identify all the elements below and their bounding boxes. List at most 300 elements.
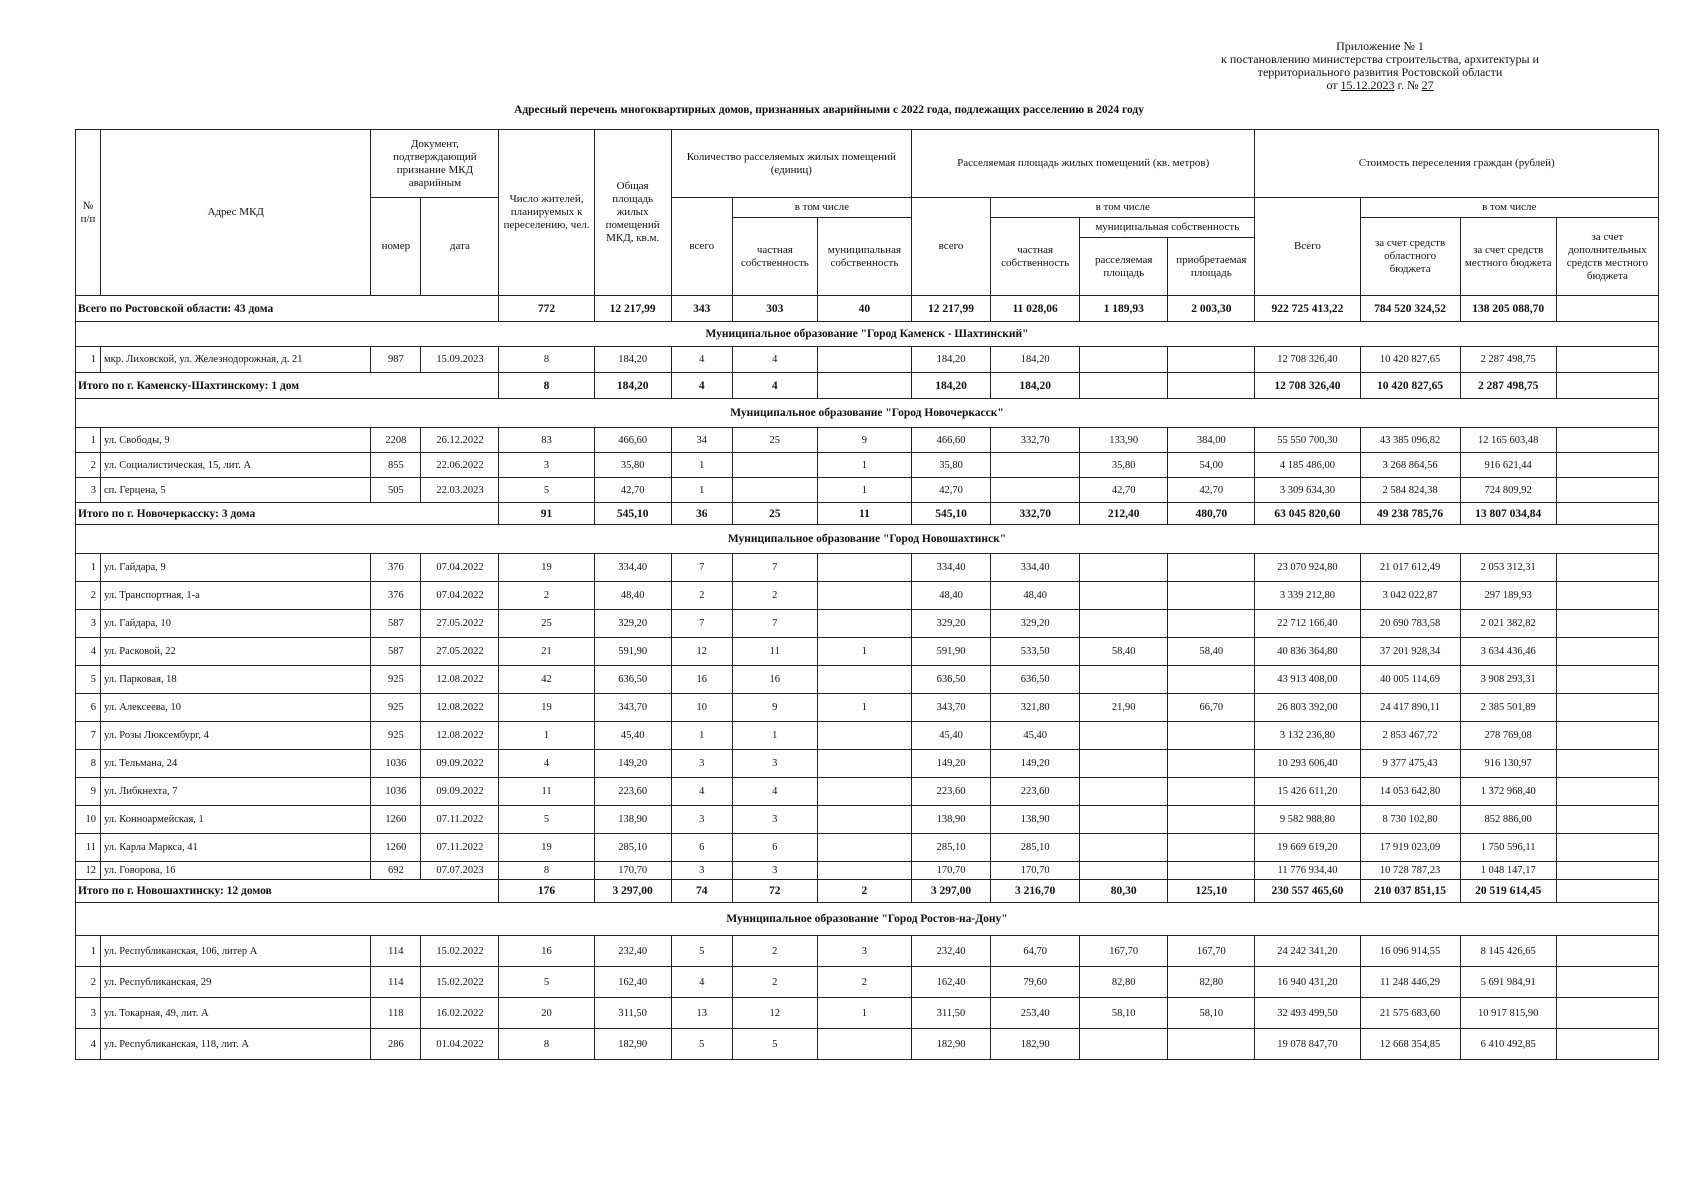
row-area-resettled bbox=[1080, 750, 1168, 778]
row-area-private: 170,70 bbox=[991, 862, 1080, 880]
row-units-total: 2 bbox=[671, 582, 732, 610]
row-units-private: 6 bbox=[732, 834, 817, 862]
row-address: ул. Расковой, 22 bbox=[101, 638, 371, 666]
row-number: 1 bbox=[76, 347, 101, 373]
section-title: Муниципальное образование "Город Ростов-на-Дону" bbox=[76, 903, 1659, 936]
header-area-private: частная собственность bbox=[991, 218, 1080, 296]
row-cost-local: 278 769,08 bbox=[1460, 722, 1556, 750]
row-units-municipal: 1 bbox=[817, 453, 911, 478]
section-title: Муниципальное образование "Город Каменск - Шахтинский" bbox=[76, 322, 1659, 347]
row-residents: 3 bbox=[499, 453, 594, 478]
row-area-resettled: 42,70 bbox=[1080, 478, 1168, 503]
row-doc-number: 925 bbox=[371, 722, 421, 750]
row-area-total: 636,50 bbox=[911, 666, 990, 694]
row-units-municipal: 1 bbox=[817, 478, 911, 503]
row-residents: 25 bbox=[499, 610, 594, 638]
row-address: ул. Парковая, 18 bbox=[101, 666, 371, 694]
row-area-resettled bbox=[1080, 554, 1168, 582]
total-label: Итого по г. Каменску-Шахтинскому: 1 дом bbox=[76, 373, 499, 399]
row-total-area: 138,90 bbox=[594, 806, 671, 834]
row-residents: 8 bbox=[499, 347, 594, 373]
row-cost-total: 9 582 988,80 bbox=[1255, 806, 1360, 834]
row-residents: 19 bbox=[499, 834, 594, 862]
row-area-resettled bbox=[1080, 582, 1168, 610]
row-units-private: 1 bbox=[732, 722, 817, 750]
row-address: ул. Говорова, 16 bbox=[101, 862, 371, 880]
row-cost-regional: 10 728 787,23 bbox=[1360, 862, 1460, 880]
total-total-area: 545,10 bbox=[594, 503, 671, 525]
row-area-acquired: 82,80 bbox=[1168, 967, 1255, 998]
row-cost-local: 1 048 147,17 bbox=[1460, 862, 1556, 880]
row-units-municipal bbox=[817, 750, 911, 778]
total-cost-extra bbox=[1556, 503, 1658, 525]
row-cost-regional: 12 668 354,85 bbox=[1360, 1029, 1460, 1060]
row-total-area: 591,90 bbox=[594, 638, 671, 666]
table-row bbox=[76, 862, 1659, 880]
row-cost-extra bbox=[1556, 638, 1658, 666]
row-area-resettled bbox=[1080, 722, 1168, 750]
row-cost-local: 3 908 293,31 bbox=[1460, 666, 1556, 694]
row-number: 11 bbox=[76, 834, 101, 862]
row-number: 4 bbox=[76, 1029, 101, 1060]
row-units-municipal bbox=[817, 806, 911, 834]
total-cost-local: 2 287 498,75 bbox=[1460, 373, 1556, 399]
row-cost-total: 16 940 431,20 bbox=[1255, 967, 1360, 998]
section-header-row bbox=[76, 322, 1659, 347]
row-doc-date: 07.04.2022 bbox=[421, 582, 499, 610]
row-units-total: 3 bbox=[671, 750, 732, 778]
row-units-total: 4 bbox=[671, 347, 732, 373]
total-units-total: 343 bbox=[671, 296, 732, 322]
row-units-private: 2 bbox=[732, 582, 817, 610]
appendix-date-prefix: от bbox=[1326, 78, 1338, 92]
row-area-private: 285,10 bbox=[991, 834, 1080, 862]
header-total-area: Общая площадь жилых помещений МКД, кв.м. bbox=[594, 130, 671, 296]
table-header bbox=[76, 130, 1659, 296]
total-area-private: 11 028,06 bbox=[991, 296, 1080, 322]
row-address: мкр. Лиховской, ул. Железнодорожная, д. 21 bbox=[101, 347, 371, 373]
row-units-municipal bbox=[817, 610, 911, 638]
total-residents: 772 bbox=[499, 296, 594, 322]
header-cost-incl: в том числе bbox=[1360, 198, 1658, 218]
row-cost-regional: 16 096 914,55 bbox=[1360, 936, 1460, 967]
table-row bbox=[76, 936, 1659, 967]
row-number: 3 bbox=[76, 610, 101, 638]
row-units-municipal: 3 bbox=[817, 936, 911, 967]
row-cost-local: 1 750 596,11 bbox=[1460, 834, 1556, 862]
row-residents: 8 bbox=[499, 862, 594, 880]
row-number: 12 bbox=[76, 862, 101, 880]
row-doc-number: 925 bbox=[371, 666, 421, 694]
row-cost-extra bbox=[1556, 347, 1658, 373]
total-cost-local: 138 205 088,70 bbox=[1460, 296, 1556, 322]
row-cost-local: 2 385 501,89 bbox=[1460, 694, 1556, 722]
row-units-private: 7 bbox=[732, 554, 817, 582]
total-area-resettled: 212,40 bbox=[1080, 503, 1168, 525]
row-units-total: 1 bbox=[671, 453, 732, 478]
row-cost-extra bbox=[1556, 936, 1658, 967]
row-total-area: 232,40 bbox=[594, 936, 671, 967]
total-row bbox=[76, 503, 1659, 525]
table-row bbox=[76, 694, 1659, 722]
row-units-total: 5 bbox=[671, 1029, 732, 1060]
header-units-municipal: муниципальная собственность bbox=[817, 218, 911, 296]
row-cost-extra bbox=[1556, 778, 1658, 806]
row-cost-extra bbox=[1556, 694, 1658, 722]
row-area-resettled bbox=[1080, 1029, 1168, 1060]
row-cost-regional: 24 417 890,11 bbox=[1360, 694, 1460, 722]
row-area-resettled bbox=[1080, 666, 1168, 694]
row-area-total: 182,90 bbox=[911, 1029, 990, 1060]
row-number: 8 bbox=[76, 750, 101, 778]
row-doc-date: 09.09.2022 bbox=[421, 750, 499, 778]
row-area-private bbox=[991, 478, 1080, 503]
row-total-area: 343,70 bbox=[594, 694, 671, 722]
row-cost-local: 10 917 815,90 bbox=[1460, 998, 1556, 1029]
total-units-total: 36 bbox=[671, 503, 732, 525]
row-doc-date: 07.11.2022 bbox=[421, 834, 499, 862]
row-units-total: 6 bbox=[671, 834, 732, 862]
row-cost-extra bbox=[1556, 582, 1658, 610]
row-units-total: 5 bbox=[671, 936, 732, 967]
row-units-municipal: 1 bbox=[817, 694, 911, 722]
row-doc-date: 22.06.2022 bbox=[421, 453, 499, 478]
row-address: ул. Республиканская, 118, лит. А bbox=[101, 1029, 371, 1060]
header-cost-regional: за счет средств областного бюджета bbox=[1360, 218, 1460, 296]
header-doc-number: номер bbox=[371, 198, 421, 296]
row-area-total: 285,10 bbox=[911, 834, 990, 862]
row-cost-regional: 20 690 783,58 bbox=[1360, 610, 1460, 638]
total-cost-extra bbox=[1556, 296, 1658, 322]
row-cost-extra bbox=[1556, 610, 1658, 638]
row-area-acquired bbox=[1168, 806, 1255, 834]
row-cost-local: 5 691 984,91 bbox=[1460, 967, 1556, 998]
row-area-resettled bbox=[1080, 610, 1168, 638]
row-total-area: 48,40 bbox=[594, 582, 671, 610]
row-doc-date: 15.02.2022 bbox=[421, 936, 499, 967]
total-cost-extra bbox=[1556, 880, 1658, 903]
row-units-private: 2 bbox=[732, 936, 817, 967]
row-address: ул. Гайдара, 10 bbox=[101, 610, 371, 638]
row-area-acquired bbox=[1168, 750, 1255, 778]
row-residents: 2 bbox=[499, 582, 594, 610]
row-doc-date: 12.08.2022 bbox=[421, 694, 499, 722]
row-area-total: 162,40 bbox=[911, 967, 990, 998]
row-address: ул. Карла Маркса, 41 bbox=[101, 834, 371, 862]
row-total-area: 636,50 bbox=[594, 666, 671, 694]
row-units-private: 3 bbox=[732, 806, 817, 834]
row-area-private: 253,40 bbox=[991, 998, 1080, 1029]
row-units-private: 9 bbox=[732, 694, 817, 722]
row-cost-extra bbox=[1556, 453, 1658, 478]
row-area-acquired bbox=[1168, 1029, 1255, 1060]
total-cost-regional: 210 037 851,15 bbox=[1360, 880, 1460, 903]
appendix-title: Приложение № 1 bbox=[1336, 39, 1424, 53]
row-doc-number: 1260 bbox=[371, 834, 421, 862]
row-units-total: 3 bbox=[671, 806, 732, 834]
header-document: Документ, подтверждающий признание МКД аварийным bbox=[371, 130, 499, 198]
row-doc-number: 118 bbox=[371, 998, 421, 1029]
row-units-municipal bbox=[817, 778, 911, 806]
row-cost-extra bbox=[1556, 722, 1658, 750]
row-area-total: 138,90 bbox=[911, 806, 990, 834]
header-area-incl: в том числе bbox=[991, 198, 1255, 218]
row-area-acquired bbox=[1168, 554, 1255, 582]
row-units-private bbox=[732, 453, 817, 478]
total-cost-total: 230 557 465,60 bbox=[1255, 880, 1360, 903]
row-number: 2 bbox=[76, 967, 101, 998]
row-area-total: 45,40 bbox=[911, 722, 990, 750]
table-row bbox=[76, 967, 1659, 998]
row-total-area: 311,50 bbox=[594, 998, 671, 1029]
header-doc-date: дата bbox=[421, 198, 499, 296]
row-address: ул. Конноармейская, 1 bbox=[101, 806, 371, 834]
row-units-private: 11 bbox=[732, 638, 817, 666]
total-area-acquired bbox=[1168, 373, 1255, 399]
row-units-private bbox=[732, 478, 817, 503]
table-row bbox=[76, 478, 1659, 503]
row-total-area: 42,70 bbox=[594, 478, 671, 503]
header-units: Количество расселяемых жилых помещений (единиц) bbox=[671, 130, 911, 198]
total-units-total: 74 bbox=[671, 880, 732, 903]
row-residents: 1 bbox=[499, 722, 594, 750]
header-cost: Стоимость переселения граждан (рублей) bbox=[1255, 130, 1659, 198]
row-area-total: 184,20 bbox=[911, 347, 990, 373]
row-area-acquired: 58,10 bbox=[1168, 998, 1255, 1029]
row-doc-date: 16.02.2022 bbox=[421, 998, 499, 1029]
row-area-total: 591,90 bbox=[911, 638, 990, 666]
row-cost-local: 297 189,93 bbox=[1460, 582, 1556, 610]
row-total-area: 162,40 bbox=[594, 967, 671, 998]
total-units-private: 25 bbox=[732, 503, 817, 525]
table-row bbox=[76, 834, 1659, 862]
table-row bbox=[76, 554, 1659, 582]
row-area-acquired: 167,70 bbox=[1168, 936, 1255, 967]
total-area-resettled: 1 189,93 bbox=[1080, 296, 1168, 322]
row-cost-regional: 21 575 683,60 bbox=[1360, 998, 1460, 1029]
row-doc-number: 376 bbox=[371, 554, 421, 582]
row-units-municipal: 1 bbox=[817, 998, 911, 1029]
total-units-private: 4 bbox=[732, 373, 817, 399]
row-area-total: 334,40 bbox=[911, 554, 990, 582]
header-cost-extra: за счет дополнительных средств местного бюджета bbox=[1556, 218, 1658, 296]
total-area-total: 545,10 bbox=[911, 503, 990, 525]
row-residents: 11 bbox=[499, 778, 594, 806]
row-units-total: 3 bbox=[671, 862, 732, 880]
row-total-area: 223,60 bbox=[594, 778, 671, 806]
row-cost-total: 3 339 212,80 bbox=[1255, 582, 1360, 610]
row-cost-local: 8 145 426,65 bbox=[1460, 936, 1556, 967]
row-area-acquired bbox=[1168, 610, 1255, 638]
row-cost-regional: 3 268 864,56 bbox=[1360, 453, 1460, 478]
row-cost-local: 2 053 312,31 bbox=[1460, 554, 1556, 582]
row-residents: 16 bbox=[499, 936, 594, 967]
row-total-area: 184,20 bbox=[594, 347, 671, 373]
row-total-area: 466,60 bbox=[594, 428, 671, 453]
header-units-private: частная собственность bbox=[732, 218, 817, 296]
row-units-private: 12 bbox=[732, 998, 817, 1029]
row-cost-extra bbox=[1556, 806, 1658, 834]
row-total-area: 149,20 bbox=[594, 750, 671, 778]
row-area-acquired: 66,70 bbox=[1168, 694, 1255, 722]
row-doc-date: 07.11.2022 bbox=[421, 806, 499, 834]
row-area-resettled: 21,90 bbox=[1080, 694, 1168, 722]
row-area-acquired bbox=[1168, 862, 1255, 880]
row-area-total: 42,70 bbox=[911, 478, 990, 503]
row-doc-date: 27.05.2022 bbox=[421, 610, 499, 638]
row-cost-regional: 9 377 475,43 bbox=[1360, 750, 1460, 778]
row-residents: 4 bbox=[499, 750, 594, 778]
row-cost-total: 23 070 924,80 bbox=[1255, 554, 1360, 582]
row-cost-total: 11 776 934,40 bbox=[1255, 862, 1360, 880]
row-number: 1 bbox=[76, 554, 101, 582]
row-cost-total: 19 078 847,70 bbox=[1255, 1029, 1360, 1060]
row-cost-total: 40 836 364,80 bbox=[1255, 638, 1360, 666]
table-row bbox=[76, 1029, 1659, 1060]
appendix-line: к постановлению министерства строительства, архитектуры и bbox=[1221, 52, 1539, 66]
row-number: 7 bbox=[76, 722, 101, 750]
row-cost-extra bbox=[1556, 967, 1658, 998]
row-area-private: 332,70 bbox=[991, 428, 1080, 453]
row-area-total: 466,60 bbox=[911, 428, 990, 453]
row-area-resettled bbox=[1080, 834, 1168, 862]
row-cost-local: 916 130,97 bbox=[1460, 750, 1556, 778]
row-units-total: 16 bbox=[671, 666, 732, 694]
row-cost-extra bbox=[1556, 428, 1658, 453]
total-row bbox=[76, 296, 1659, 322]
row-address: сп. Герцена, 5 bbox=[101, 478, 371, 503]
row-units-municipal bbox=[817, 582, 911, 610]
row-doc-number: 925 bbox=[371, 694, 421, 722]
total-units-municipal bbox=[817, 373, 911, 399]
row-number: 3 bbox=[76, 478, 101, 503]
row-address: ул. Тельмана, 24 bbox=[101, 750, 371, 778]
row-cost-regional: 3 042 022,87 bbox=[1360, 582, 1460, 610]
table-row bbox=[76, 998, 1659, 1029]
row-residents: 5 bbox=[499, 967, 594, 998]
row-units-total: 10 bbox=[671, 694, 732, 722]
row-doc-date: 15.02.2022 bbox=[421, 967, 499, 998]
row-number: 2 bbox=[76, 582, 101, 610]
row-area-total: 48,40 bbox=[911, 582, 990, 610]
row-total-area: 285,10 bbox=[594, 834, 671, 862]
row-units-municipal bbox=[817, 834, 911, 862]
total-row bbox=[76, 373, 1659, 399]
total-area-total: 3 297,00 bbox=[911, 880, 990, 903]
row-area-private: 184,20 bbox=[991, 347, 1080, 373]
row-doc-date: 01.04.2022 bbox=[421, 1029, 499, 1060]
total-area-total: 12 217,99 bbox=[911, 296, 990, 322]
row-area-acquired bbox=[1168, 834, 1255, 862]
appendix-line: территориального развития Ростовской области bbox=[1257, 65, 1503, 79]
header-area-resettled: расселяемая площадь bbox=[1080, 238, 1168, 296]
row-address: ул. Розы Люксембург, 4 bbox=[101, 722, 371, 750]
row-doc-number: 587 bbox=[371, 610, 421, 638]
total-area-acquired: 2 003,30 bbox=[1168, 296, 1255, 322]
row-doc-date: 15.09.2023 bbox=[421, 347, 499, 373]
row-area-acquired: 58,40 bbox=[1168, 638, 1255, 666]
header-residents: Число жителей, планируемых к переселению, чел. bbox=[499, 130, 594, 296]
row-doc-date: 12.08.2022 bbox=[421, 722, 499, 750]
appendix-number: 27 bbox=[1421, 78, 1434, 92]
row-doc-date: 07.04.2022 bbox=[421, 554, 499, 582]
header-units-total: всего bbox=[671, 198, 732, 296]
row-cost-extra bbox=[1556, 750, 1658, 778]
row-doc-number: 587 bbox=[371, 638, 421, 666]
total-row bbox=[76, 880, 1659, 903]
row-doc-date: 12.08.2022 bbox=[421, 666, 499, 694]
table-row bbox=[76, 666, 1659, 694]
row-units-total: 1 bbox=[671, 722, 732, 750]
section-header-row bbox=[76, 525, 1659, 554]
total-units-total: 4 bbox=[671, 373, 732, 399]
row-units-private: 3 bbox=[732, 862, 817, 880]
row-cost-regional: 17 919 023,09 bbox=[1360, 834, 1460, 862]
row-area-acquired bbox=[1168, 722, 1255, 750]
table-row bbox=[76, 428, 1659, 453]
row-address: ул. Республиканская, 29 bbox=[101, 967, 371, 998]
row-units-municipal bbox=[817, 722, 911, 750]
row-cost-local: 2 021 382,82 bbox=[1460, 610, 1556, 638]
total-label: Всего по Ростовской области: 43 дома bbox=[76, 296, 499, 322]
row-cost-total: 15 426 611,20 bbox=[1255, 778, 1360, 806]
row-cost-local: 724 809,92 bbox=[1460, 478, 1556, 503]
section-header-row bbox=[76, 399, 1659, 428]
row-address: ул. Свободы, 9 bbox=[101, 428, 371, 453]
row-area-acquired bbox=[1168, 582, 1255, 610]
table-row bbox=[76, 638, 1659, 666]
row-units-municipal bbox=[817, 554, 911, 582]
total-cost-local: 20 519 614,45 bbox=[1460, 880, 1556, 903]
header-area: Расселяемая площадь жилых помещений (кв. метров) bbox=[911, 130, 1254, 198]
row-address: ул. Республиканская, 106, литер А bbox=[101, 936, 371, 967]
row-area-total: 343,70 bbox=[911, 694, 990, 722]
row-area-private: 149,20 bbox=[991, 750, 1080, 778]
row-cost-regional: 8 730 102,80 bbox=[1360, 806, 1460, 834]
row-units-total: 12 bbox=[671, 638, 732, 666]
resettlement-table bbox=[75, 129, 1659, 1060]
document-title: Адресный перечень многоквартирных домов, признанных аварийными с 2022 года, подлежащих расселению в 2024 году bbox=[514, 104, 1144, 116]
row-units-private: 2 bbox=[732, 967, 817, 998]
section-title: Муниципальное образование "Город Новочеркасск" bbox=[76, 399, 1659, 428]
section-title: Муниципальное образование "Город Новошахтинск" bbox=[76, 525, 1659, 554]
row-residents: 42 bbox=[499, 666, 594, 694]
row-area-acquired: 384,00 bbox=[1168, 428, 1255, 453]
total-area-acquired: 125,10 bbox=[1168, 880, 1255, 903]
row-area-private: 45,40 bbox=[991, 722, 1080, 750]
row-residents: 21 bbox=[499, 638, 594, 666]
row-area-total: 170,70 bbox=[911, 862, 990, 880]
row-doc-number: 114 bbox=[371, 936, 421, 967]
row-doc-number: 2208 bbox=[371, 428, 421, 453]
row-address: ул. Либкнехта, 7 bbox=[101, 778, 371, 806]
row-cost-extra bbox=[1556, 834, 1658, 862]
total-cost-total: 63 045 820,60 bbox=[1255, 503, 1360, 525]
row-cost-regional: 40 005 114,69 bbox=[1360, 666, 1460, 694]
row-cost-total: 3 132 236,80 bbox=[1255, 722, 1360, 750]
row-cost-local: 12 165 603,48 bbox=[1460, 428, 1556, 453]
row-units-municipal bbox=[817, 347, 911, 373]
row-residents: 5 bbox=[499, 478, 594, 503]
row-cost-regional: 14 053 642,80 bbox=[1360, 778, 1460, 806]
total-residents: 176 bbox=[499, 880, 594, 903]
row-area-total: 35,80 bbox=[911, 453, 990, 478]
row-total-area: 329,20 bbox=[594, 610, 671, 638]
row-cost-total: 55 550 700,30 bbox=[1255, 428, 1360, 453]
row-cost-total: 10 293 606,40 bbox=[1255, 750, 1360, 778]
row-area-private: 79,60 bbox=[991, 967, 1080, 998]
row-number: 2 bbox=[76, 453, 101, 478]
